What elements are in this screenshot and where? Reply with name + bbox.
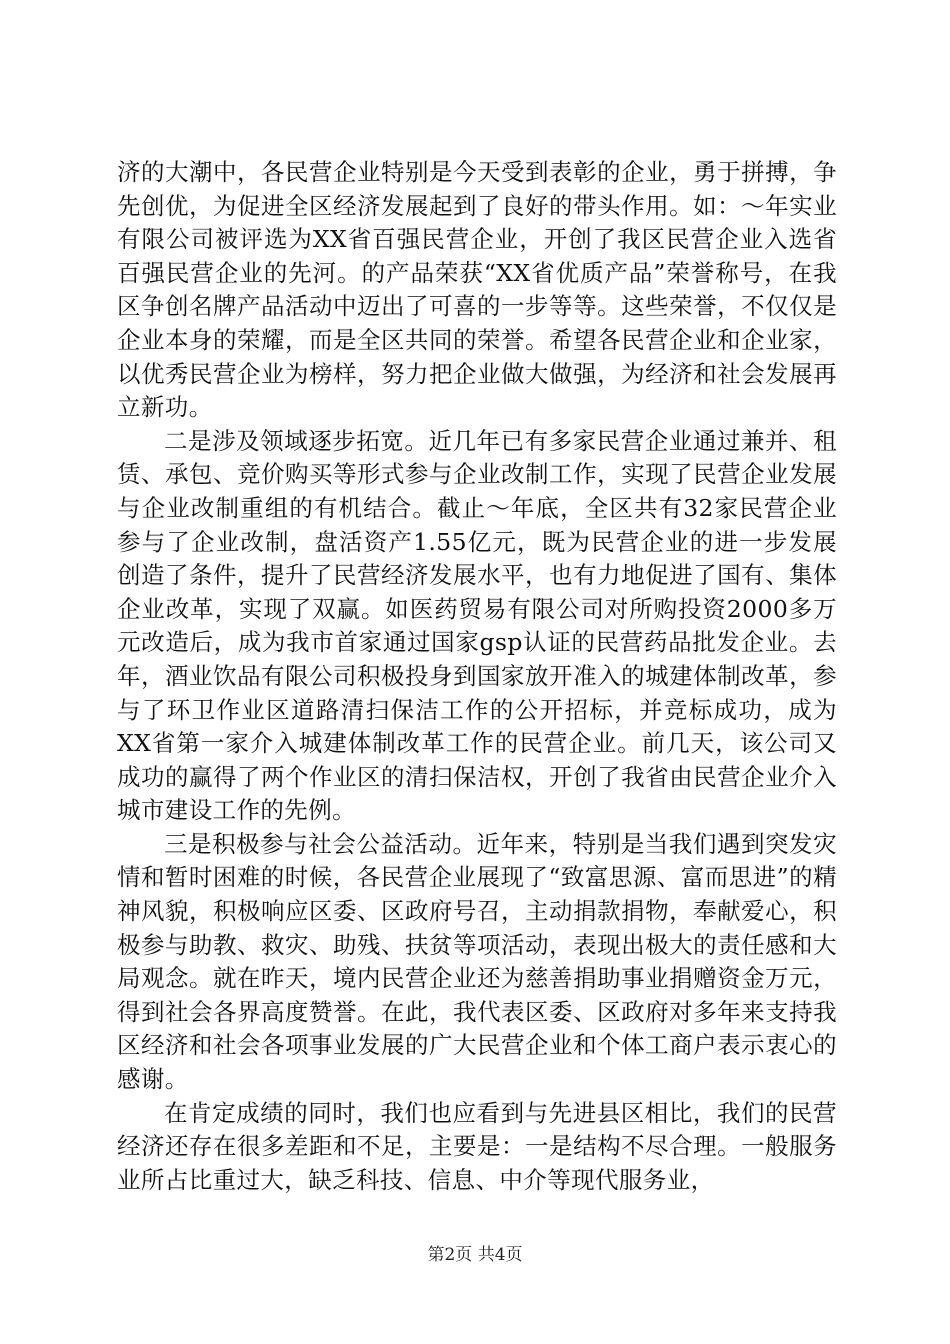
paragraph-1: 济的大潮中，各民营企业特别是今天受到表彰的企业，勇于拼搏，争先创优，为促进全区经济发展起到了良好的带头作用。如：～年实业有限公司被评选为XX省百强民营企业，开创了我区民营企业入选省百强民营企业的先河。的产品荣获“XX省优质产品”荣誉称号，在我区争创名牌产品活动中迈出了可喜的一步等等。这些荣誉，不仅仅是企业本身的荣耀，而是全区共同的荣誉。希望各民营企业和企业家，以优秀民营企业为榜样，努力把企业做大做强，为经济和社会发展再立新功。 [117, 158, 837, 422]
body-text [117, 156, 837, 1197]
paragraph-2: 二是涉及领域逐步拓宽。近几年已有多家民营企业通过兼并、租赁、承包、竞价购买等形式参与企业改制工作，实现了民营企业发展与企业改制重组的有机结合。截止～年底，全区共有32家民营企业参与了企业改制，盘活资产1.55亿元，既为民营企业的进一步发展创造了条件，提升了民营经济发展水平，也有力地促进了国有、集体企业改革，实现了双赢。如医药贸易有限公司对所购投资2000多万元改造后，成为我市首家通过国家gsp认证的民营药品批发企业。去年，酒业饮品有限公司积极投身到国家放开准入的城建体制改革，参与了环卫作业区道路清扫保洁工作的公开招标，并竞标成功，成为XX省第一家介入城建体制改革工作的民营企业。前几天，该公司又成功的赢得了两个作业区的清扫保洁权，开创了我省由民营企业介入城市建设工作的先例。 [117, 426, 837, 825]
paragraph-4: 在肯定成绩的同时，我们也应看到与先进县区相比，我们的民营经济还存在很多差距和不足，主要是：一是结构不尽合理。一般服务业所占比重过大，缺乏科技、信息、中介等现代服务业， [117, 1098, 837, 1194]
paragraph-3: 三是积极参与社会公益活动。近年来，特别是当我们遇到突发灾情和暂时困难的时候，各民营企业展现了“致富思源、富而思进”的精神风貌，积极响应区委、区政府号召，主动捐款捐物，奉献爱心，积极参与助教、救灾、助残、扶贫等项活动，表现出极大的责任感和大局观念。就在昨天，境内民营企业还为慈善捐助事业捐赠资金万元，得到社会各界高度赞誉。在此，我代表区委、区政府对多年来支持我区经济和社会各项事业发展的广大民营企业和个体工商户表示衷心的感谢。 [117, 829, 837, 1094]
page-number-footer: 第2页 共4页 [427, 1245, 523, 1265]
